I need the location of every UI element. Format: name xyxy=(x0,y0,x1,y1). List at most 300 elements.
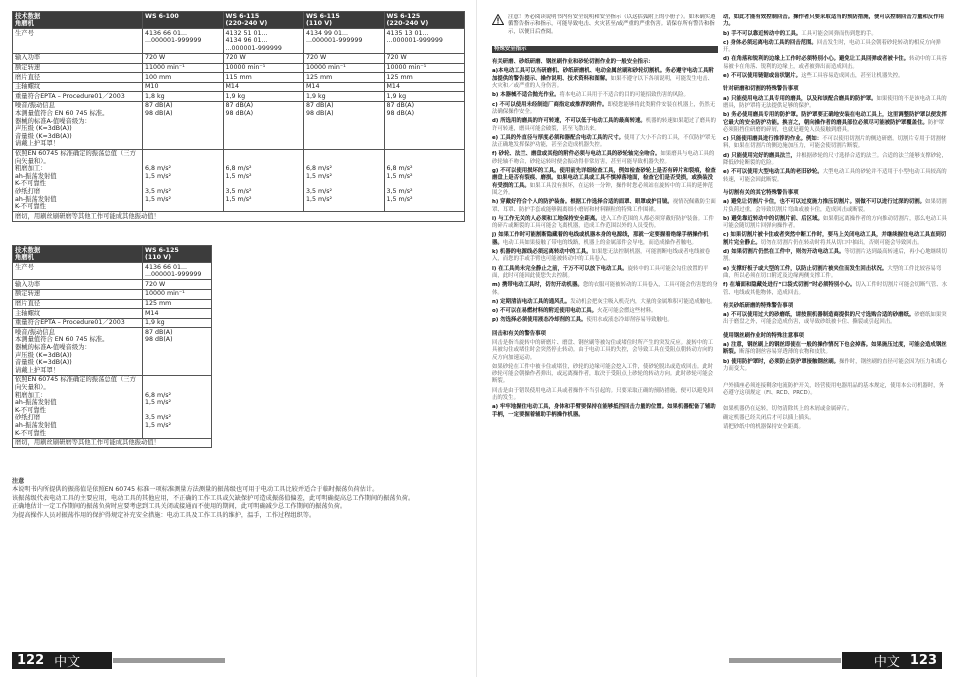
spec-header-cell xyxy=(143,246,212,263)
note-line: 正确地估计一定工作期间的振荡负荷时应要考虑到工具关闭或接通而不使用的期间，此可明确减少总工作期间的振荡负荷。 xyxy=(12,503,347,511)
safety-item xyxy=(723,40,949,55)
note-line: 本说明书内所提供的振荡值是依照EN 60745 标准一项标准测量方法测量的振荡级也可用于电动工具比较并适合于临时振荡负荷估计。 xyxy=(12,486,379,494)
cell-line: 砂纸打磨 xyxy=(15,414,41,422)
cell-line: 声压级 (K=3dB(A)) xyxy=(15,125,72,133)
cell-line: 本测量值符合 EN 60 745 标准。 xyxy=(15,110,109,118)
page-number: 123 xyxy=(909,653,937,668)
safety-item xyxy=(723,232,949,247)
spec-label-cell xyxy=(13,63,143,73)
cell-line: K-不可靠性 xyxy=(15,180,46,188)
safety-item xyxy=(723,216,949,231)
safety-item-lead: n) 定期清洁电动工具的通风孔。 xyxy=(492,298,571,305)
safety-item-lead: l) 在工具尚未完全静止之前，千万不可以放下电动工具。 xyxy=(492,265,628,272)
safety-item-lead: d) 在角落和锐利的边缘上工作时必须特别小心。避免让工具回弹或者被卡住。 xyxy=(723,56,910,63)
safety-item-lead: e) 不可以使用大型电动工具的老旧砂轮。 xyxy=(723,169,823,176)
env-text-2: 如果机器仍在运转，切勿清除其上的木屑或金属碎片。 xyxy=(723,405,853,412)
spec-value-cell xyxy=(223,73,304,83)
cell-line: 1,5 m/s² xyxy=(145,172,172,180)
cell-line: 87 dB(A) xyxy=(145,328,173,336)
cell-line: 请戴上护耳罩！ xyxy=(15,140,60,148)
spec-value-cell xyxy=(304,101,385,149)
safety-item xyxy=(723,112,949,134)
cell-line: 磨切，用刷丝刷研磨等其他工作可能成其他振动值！ xyxy=(15,212,160,220)
spec-label-cell xyxy=(13,318,143,328)
spec-row xyxy=(13,289,212,299)
spec-row xyxy=(13,63,465,73)
spec-row xyxy=(13,438,212,448)
safety-item-text: 这些工具容易造成回击，甚至让机器失控。 xyxy=(801,73,904,80)
cell-line: 4134 99 01... xyxy=(306,29,349,37)
header-line: (220-240 V) xyxy=(225,20,268,28)
safety-item-lead: a) 只能使用电动工具专用的磨具，以及和该配合磨具的防护罩。 xyxy=(723,95,877,102)
cell-line: 器械的标准A-值噪音级为： xyxy=(15,344,91,352)
sand-heading: 有关砂纸研磨的特殊警告事项 xyxy=(723,302,794,309)
cell-line: 重量符合EPTA – Procedure01／2003 xyxy=(15,319,125,327)
cell-line: 主轴螺纹 xyxy=(15,309,41,317)
cell-line: 720 W xyxy=(145,280,166,288)
cell-line: 3,5 m/s² xyxy=(386,187,413,195)
cell-line: 主轴螺纹 xyxy=(15,83,41,91)
safety-item-lead: o) 不可以在易燃材料的附近使用电动工具。 xyxy=(492,308,598,315)
spec-row xyxy=(13,101,465,149)
page-footer-left xyxy=(12,652,112,669)
header-line: 技术数据 xyxy=(15,12,41,20)
safety-item xyxy=(492,266,718,281)
spec-header-row xyxy=(13,12,465,29)
safety-item-lead: p) 勿选择必须使用液态冷却剂的工具。 xyxy=(492,317,587,324)
cell-line: 6,8 m/s² xyxy=(145,391,172,399)
spec-header-cell xyxy=(13,246,143,263)
safety-item-lead: 动，如此才能有效控制回击。操作者只要采取适当的预防措施，便可以控制回击力量和反作用力。 xyxy=(723,14,945,28)
page-footer-right xyxy=(842,652,942,669)
cell-line: 10000 min⁻¹ xyxy=(386,64,427,72)
spec-label-cell xyxy=(13,263,143,280)
spec-value-cell xyxy=(143,63,224,73)
safety-item-lead: i) 与工作无关的人必须和工地保持安全距离。 xyxy=(492,215,601,222)
safety-item-lead: d) 只能使用完好的磨具法兰， xyxy=(723,152,796,159)
spec-label-cell xyxy=(13,375,143,438)
spec-header-cell xyxy=(384,12,465,29)
safety-item xyxy=(723,153,949,168)
safety-item xyxy=(723,266,949,281)
spec-value-cell xyxy=(143,29,224,54)
cell-line: ah-振荡发射值 xyxy=(15,421,57,429)
spec-value-cell xyxy=(143,53,224,63)
right-page xyxy=(477,0,954,677)
cut-heading: 针对研磨和切割的特殊警告事项 xyxy=(723,86,799,93)
safety-item-lead: f) 砂轮、法兰、磨盘或其他的附件必须与电动工具的砂轮轴完全吻合。 xyxy=(492,151,661,158)
header-line: (110 V) xyxy=(306,20,332,28)
cell-line: ...000001-999999 xyxy=(225,44,282,52)
spec-header-row xyxy=(13,246,212,263)
cell-line: 输入功率 xyxy=(15,54,41,62)
spec-value-cell xyxy=(143,328,212,376)
spec-value-cell xyxy=(304,73,385,83)
spec-value-cell xyxy=(304,82,385,92)
header-line: (110 V) xyxy=(145,254,171,262)
safety-item-text: 防护罩必须阻挡住研磨的碎屑，也就是避免人员接触到磨具。 xyxy=(723,119,945,133)
env-text-3: 确定机器已经关闭后才可以插上插头。 xyxy=(723,415,815,422)
cut2-items xyxy=(723,199,949,297)
spec-value-cell xyxy=(223,101,304,149)
spec-value-cell xyxy=(223,53,304,63)
safety-item-lead: b) 手不可以靠近转动中的工具。 xyxy=(723,30,802,37)
safety-item-text: 如果使用的不是该电动工具的磨具，防护罩将无法提供足够的保护。 xyxy=(723,95,947,109)
spec-label-cell xyxy=(13,149,143,212)
safety-item xyxy=(723,31,949,38)
safety-item xyxy=(723,249,949,264)
cell-line: 98 dB(A) xyxy=(145,110,173,118)
safety-item xyxy=(723,73,949,80)
safety-item xyxy=(723,359,949,374)
spec-value-cell xyxy=(223,29,304,54)
cell-line: 砂纸打磨 xyxy=(15,187,41,195)
cell-line: 1,8 kg xyxy=(145,92,165,100)
footer-rule xyxy=(729,658,841,663)
safety-item-text: 回击发生时，电动工具会朝着砂轮转动的相反方向弹开。 xyxy=(723,39,941,54)
spec-row xyxy=(13,328,212,376)
spec-row xyxy=(13,29,465,54)
cell-line: 音量级 (K=3dB(A)) xyxy=(15,132,72,140)
cell-line: 98 dB(A) xyxy=(225,110,254,118)
spec-table-2 xyxy=(12,245,212,448)
safety-item xyxy=(492,118,718,133)
spec-value-cell xyxy=(304,92,385,102)
safety-item xyxy=(492,282,718,297)
brush-items xyxy=(723,342,949,373)
cell-line: 粗磨加工： xyxy=(15,391,47,399)
safety-item xyxy=(492,151,718,166)
safety-item-lead: g) 不可以使用损坏的工具。使用前先详细检查工具，例如检查砂轮上是否有碎片和裂痕，检查磨盘上是否有裂痕、磨损。如果电动工具或工具不慎掉落地面，检查它们是否受损，或换装没有受损的工具。 xyxy=(492,168,716,189)
safety-item-lead: c) 如果切割片被卡住或者突然中断工作时，要马上关闭电动工具，并继续握住电动工具直到切割片完全静止。 xyxy=(723,232,947,246)
cell-line: 额定转速 xyxy=(15,290,41,298)
cell-line: ...000001-999999 xyxy=(306,37,363,45)
cell-line: 98 dB(A) xyxy=(145,336,173,344)
header-line: WS 6-125 xyxy=(386,12,421,20)
safety-item-text: 将本电动工具用于不适合的目的可能招致伤害的风险。 xyxy=(559,92,689,99)
cell-line: 1,5 m/s² xyxy=(306,195,333,203)
safety-item xyxy=(492,317,718,324)
spec-value-cell xyxy=(304,53,385,63)
cell-line: 87 dB(A) xyxy=(225,102,254,110)
cell-line: 1,5 m/s² xyxy=(225,172,252,180)
cell-line: 1,5 m/s² xyxy=(386,172,413,180)
cell-line: 98 dB(A) xyxy=(306,110,334,118)
vibration-note xyxy=(12,478,467,520)
cell-line: 重量符合EPTA – Procedure01／2003 xyxy=(15,92,125,100)
safety-item xyxy=(723,14,949,29)
spec-value-cell xyxy=(143,375,212,438)
cell-line: 3,5 m/s² xyxy=(306,187,333,195)
safety-item-text: 使用水或液态冷却剂容易导致触电。 xyxy=(586,317,673,324)
safety-item xyxy=(492,299,718,306)
spec-value-cell xyxy=(384,63,465,73)
safety-item xyxy=(492,102,718,117)
safety-item-text: 火花可能会燃这些材料。 xyxy=(597,308,657,315)
safety-item xyxy=(492,249,718,264)
safety-item xyxy=(492,68,718,90)
spec-value-cell xyxy=(143,309,212,319)
safety-item-lead: b) 避免靠近转动中的切割片前、后区域。 xyxy=(723,215,823,222)
cell-line: 100 mm xyxy=(145,73,172,81)
cell-line: ...000001-999999 xyxy=(386,37,443,45)
cell-line: 磨片直径 xyxy=(15,73,41,81)
intro-heading: 有关研磨、砂纸研磨、钢丝刷作业和砂轮切割作业的一般安全指示： xyxy=(492,59,654,66)
header-line: 角磨机 xyxy=(15,254,34,262)
safety-item-lead: h) 穿戴好符合个人的防护装备。根据工作选择合适的面罩、眼罩或护目镜。 xyxy=(492,199,673,206)
spec-row xyxy=(13,212,465,222)
spec-value-cell xyxy=(384,73,465,83)
safety-item-text: 如果磨具与电动工具的砂轮轴不吻合，砂轮运转时便会振动得非常厉害，甚至可能导致机器失控。 xyxy=(492,151,715,165)
spec-value-cell xyxy=(384,92,465,102)
cell-line: 6,8 m/s² xyxy=(225,165,252,173)
safety-item-text: 电动工具如果接触了带电的线路，机器上的金属部件会导电，而造成操作者触电。 xyxy=(502,239,697,246)
sand-items xyxy=(723,312,949,327)
safety-item xyxy=(492,199,718,214)
cell-line: 6,8 m/s² xyxy=(306,165,333,173)
spec-value-cell xyxy=(223,149,304,212)
safety-item-text: 机器的转速如果超过了磨具的许可转速，磨具可能会破裂，甚至飞散出来。 xyxy=(492,118,716,132)
safety-item-text: 并根据砂轮的尺寸选择合适的法兰。合适的法兰能够支撑砂轮，降低砂轮断裂的危险。 xyxy=(723,152,947,167)
cell-line: 720 W xyxy=(306,54,327,62)
cell-line: 1,5 m/s² xyxy=(225,195,252,203)
page-language: 中文 xyxy=(873,655,900,670)
cell-line: 87 dB(A) xyxy=(306,102,334,110)
cell-line: 6,8 m/s² xyxy=(145,165,172,173)
spec-label-cell xyxy=(13,289,143,299)
spec-value-cell xyxy=(223,82,304,92)
spec-row xyxy=(13,375,212,438)
spec-label-cell xyxy=(13,328,143,376)
safety-item-text: 大型的工件比较容易弯曲，所以必须在切口附近及边缘两侧支撑工件。 xyxy=(723,265,942,279)
cell-line: 额定转速 xyxy=(15,64,41,72)
safety-item-lead: e) 不可以使用链锯或齿状锯片。 xyxy=(723,73,802,80)
safety-item-lead: a) 不可以使用过大的砂磨纸，请按照机器制造商提供的尺寸选购合适的砂磨纸。 xyxy=(723,312,915,319)
cell-line: M14 xyxy=(306,83,320,91)
safety-item-lead: c) 身体必须远离电动工具的回击范围。 xyxy=(723,39,817,46)
header-line: WS 6-115 xyxy=(306,12,340,20)
cell-line: 器械的标准A-值噪音级为： xyxy=(15,117,91,125)
note-line: 该振荡级代表电动工具的主要应用，电动工具的其他应用，不正确的工作工具或欠缺保护可造成振荡值偏差，此可明确提高总工作期间的振荡负荷。 xyxy=(12,494,415,502)
cell-line: 声压级 (K=3dB(A)) xyxy=(15,351,72,359)
safety-item-text: 如果工具没有损坏，在运转一分钟，操作时您必须站在旋转中的工具的延伸范围之外。 xyxy=(492,182,714,196)
spec-row xyxy=(13,92,465,102)
spec-row xyxy=(13,299,212,309)
spec-value-cell xyxy=(304,63,385,73)
note-line: 为提高操作人员对振荡作用的保护得规定补充安全措施：电动工具及工作工具的维护，温手，工作过程组织等。 xyxy=(12,511,316,519)
safety-item-text: 如果切割片负荷过重，会导致切割片弯曲或被卡住，造成回击或断裂。 xyxy=(723,199,947,213)
spec-row xyxy=(13,318,212,328)
spec-value-cell xyxy=(143,280,212,290)
safety-item-lead: k) 机器的电源线必须远离转动中的工具。 xyxy=(492,249,592,256)
safety-item xyxy=(723,136,949,151)
spec-value-cell xyxy=(384,149,465,212)
page-language: 中文 xyxy=(54,655,81,670)
cell-line: 87 dB(A) xyxy=(386,102,415,110)
cell-line: M14 xyxy=(225,83,239,91)
spec-label-cell xyxy=(13,438,212,448)
safety-item xyxy=(492,92,718,99)
safety-item-text: 如果您无法控制机器，可能割断电线或者电线被卷入，而您的手或手臂也可能被转动中的工具卷入。 xyxy=(492,249,711,263)
safety-item xyxy=(492,168,718,197)
brush-heading: 使用钢丝刷作业时的特殊注意事项 xyxy=(723,332,804,339)
cell-line: 1,5 m/s² xyxy=(145,195,172,203)
cell-line: M14 xyxy=(145,309,159,317)
safety-item-text: 使用了大小不合的工具，不仅防护罩无法正确地发挥保护功能，甚至会造成机器失控。 xyxy=(492,134,716,149)
spec-value-cell xyxy=(143,101,224,149)
spec-value-cell xyxy=(143,149,224,212)
cell-line: M14 xyxy=(386,83,400,91)
spec-value-cell xyxy=(304,29,385,54)
cell-line: 720 W xyxy=(145,54,166,62)
spec-value-cell xyxy=(223,63,304,73)
cell-line: 4136 66 01... xyxy=(145,29,188,37)
safety-item-text: 大型电动工具的砂轮并不适用于小型电动工具较高的转速，可能会因此断裂。 xyxy=(723,169,947,183)
safety-item-text: 您的衣服可能被转动的工具卷入，工具可能会伤害您的身体。 xyxy=(492,282,718,296)
spec-row xyxy=(13,73,465,83)
safety-column-1 xyxy=(492,14,718,646)
cell-line: ...000001-999999 xyxy=(145,37,202,45)
header-line: 角磨机 xyxy=(15,20,34,28)
cell-line: 1,9 kg xyxy=(306,92,326,100)
safety-item xyxy=(723,96,949,111)
warning-text: 注意！务必阅读说明书内有安全说明和安全指示（以这括弧附上的小册子）。如未确实遵循警告指示和指示，可能导致电击、火灾甚至/或严重的严重伤害。请保存所有警告和指示，以便日后查阅。 xyxy=(508,14,716,35)
spec-header-cell xyxy=(223,12,304,29)
cell-line: 3,5 m/s² xyxy=(145,414,172,422)
safety-item-lead: d) 如果切割片仍然在工件中，则勿开动电动工具。 xyxy=(723,249,845,256)
cell-line: 98 dB(A) xyxy=(386,110,415,118)
warning-icon xyxy=(492,14,504,25)
safety-item-lead: a)本电动工具可以当研磨机、砂纸研磨机、电动金属丝刷和砂轮切割机。务必遵守电动工具附加提供的警告提示、操作说明、技术资料和图解。 xyxy=(492,68,714,82)
spec-value-cell xyxy=(384,53,465,63)
header-line: WS 6-100 xyxy=(145,12,179,20)
cell-line: 生产号 xyxy=(15,29,34,37)
spec-header-cell xyxy=(304,12,385,29)
note-title: 注意 xyxy=(12,478,25,485)
spec-value-cell xyxy=(304,149,385,212)
cell-line: 11000 min⁻¹ xyxy=(145,64,185,72)
safety-item xyxy=(723,342,949,357)
env-text: 户外插座必须连接剩余电流防护开关，经营使用电器用品的基本规定，使用本公司机器时，务必遵守这项规定（FI、RCD、PRCD）。 xyxy=(723,383,945,397)
spec-row xyxy=(13,82,465,92)
cell-line: 10000 min⁻¹ xyxy=(145,290,185,298)
safety-item-text: 等切割片达到最高转速后，再小心地继续切割。 xyxy=(723,249,947,263)
safety-item-lead: b) 使用防护罩时，必须防止防护罩接触钢丝刷。 xyxy=(723,358,840,365)
cell-line: 4135 13 01... xyxy=(386,29,429,37)
safety-item-lead: e) 支撑好板子或大型的工件，以防止切割片被夹住而发生回击状况。 xyxy=(723,265,888,272)
safety-item-lead: j) 如果工作时可能割断隐藏着的电线或机器本身的电源线，那就一定要握着绝缘手柄操作机器。 xyxy=(492,232,709,246)
spec-row xyxy=(13,53,465,63)
safety-item-text: 进入工作范围的人都必须穿戴好防护装备。工件的碎片或断裂的工具可能会飞离机器，造成工作范围以外的人员受伤。 xyxy=(492,215,714,230)
cell-line: 87 dB(A) xyxy=(145,102,173,110)
cell-line: 本测量值符合 EN 60 745 标准。 xyxy=(15,336,109,344)
safety-item-text: 砂磨纸如果突出于磨盘之外，可能会造成伤害，或导致砂纸被卡住、撕裂或引起回击。 xyxy=(723,312,947,326)
env-text-4: 请把砂纸中的机器保持安全距离。 xyxy=(723,424,804,431)
safety-item-text: 断落的钢丝容易穿透薄的衣物和皮肤。 xyxy=(739,349,831,356)
header-line: 技术数据 xyxy=(15,246,41,254)
safety-item-text: 转动中的工具容易被卡在角落、锐利的边缘上，或者被弹出而造成回击。 xyxy=(723,56,947,70)
safety-item-text: 如果不遵守以下各项说明，可能发生电击、火灾和／或严重的人身伤害。 xyxy=(492,75,714,90)
cell-line: 1,5 m/s² xyxy=(145,421,172,429)
safety-item-lead: m) 携带电动工具时，切勿开动机器。 xyxy=(492,282,583,289)
spec-label-cell xyxy=(13,309,143,319)
spec-value-cell xyxy=(384,82,465,92)
cell-line: 1,9 kg xyxy=(225,92,246,100)
header-line: (220-240 V) xyxy=(386,20,429,28)
spec-row xyxy=(13,149,465,212)
safety-item-lead: b) 本器械不适合抛光作业。 xyxy=(492,92,560,99)
kickback-heading: 回击和有关的警告事项 xyxy=(492,330,546,337)
spec-header-cell xyxy=(143,12,224,29)
safety-item xyxy=(723,169,949,184)
spec-value-cell xyxy=(143,289,212,299)
kickback-text-2: 如果砂轮在工件中被卡住或堵住，砂轮的边缘可能会挖入工件，使砂轮脱出或造成回击。此时砂轮可能会朝操作者弹出，或远离操作者，取决于受阻点上砂轮的转动方向。此时砂轮可能会断裂。 xyxy=(492,363,714,385)
safety-item-text: 切勿在切割片仍在转动时将其从切口中抽出，否则可能会导致回击。 xyxy=(760,239,923,246)
safety-item xyxy=(492,135,718,150)
cell-line: ...000001-999999 xyxy=(145,271,202,279)
cell-line: K-不可靠性 xyxy=(15,429,46,437)
safety-item-lead: c) 只能使用磨具进行推荐的作业。例如： xyxy=(723,136,823,143)
safety-item-lead: a) 避免让切割片卡住，也不可以过度施力推压切割片。别做不可以进行过深的切割。 xyxy=(723,199,926,206)
cell-line: 噪音/振动信息 xyxy=(15,328,55,336)
safety-item xyxy=(723,199,949,214)
cell-line: K-不可靠性 xyxy=(15,406,46,414)
spec-value-cell xyxy=(223,92,304,102)
warning-box xyxy=(492,14,718,36)
spec-row xyxy=(13,309,212,319)
safety-item-lead: a) 注意，钢丝刷上的钢丝即使在一般的操作情况下也会掉落。如果施压过度，可能会造成钢丝断裂。 xyxy=(723,341,947,356)
safety-item-text: 工具可能会回弹而伤到您的手。 xyxy=(801,30,877,37)
cell-line: 磨切，用刷丝刷研磨等其他工作可能成其他振动值！ xyxy=(15,439,160,447)
spec-value-cell xyxy=(143,82,224,92)
spec-label-cell xyxy=(13,73,143,83)
cell-line: 4136 66 01... xyxy=(145,263,188,271)
cell-line: 10000 min⁻¹ xyxy=(225,64,266,72)
cell-line: 1,5 m/s² xyxy=(306,172,333,180)
spec-row xyxy=(13,280,212,290)
spec-value-cell xyxy=(143,299,212,309)
cell-line: 音量级 (K=3dB(A)) xyxy=(15,359,72,367)
spec-value-cell xyxy=(143,73,224,83)
cell-line: 依照EN 60745 标准确定的振荡总值（三方向矢量和）。 xyxy=(15,376,136,391)
spec-label-cell xyxy=(13,82,143,92)
spec-value-cell xyxy=(384,29,465,54)
safety-item-text: 切入工件时切割片可能会切断气管、水管、电线或其他物体，造成回击。 xyxy=(723,282,948,296)
safety-item-text: 旋转中的工具可能会勾住放置的平面，此时可能因此使您失去控制。 xyxy=(492,265,709,279)
header-line: WS 6-115 xyxy=(225,12,260,20)
cell-line: 125 mm xyxy=(145,300,172,308)
safety-item-lead: c) 不可以使用未经制造厂商指定或推荐的附件。 xyxy=(492,101,608,108)
cell-line: 4134 96 01... xyxy=(225,37,268,45)
spec-row xyxy=(13,263,212,280)
cell-line: 4132 51 01... xyxy=(225,29,268,37)
safety-item-lead: b) 务必使用磨具专用的防护罩。防护罩要正确地安装在电动工具上，这里调整防护罩以便发挥它最大的安全防护功能。换言之，朝向操作者的磨具部位必须尽可能被防护罩覆盖住。 xyxy=(723,112,947,126)
cell-line: 1,5 m/s² xyxy=(386,195,413,203)
cell-line: M10 xyxy=(145,83,159,91)
safety-item-text: 视情况佩戴防尘面罩、耳罩、防护手套或能够隔离细小磨屑和材料颗粒的特殊工作围裙。 xyxy=(492,199,716,213)
spec-table-1 xyxy=(12,11,465,222)
spec-label-cell xyxy=(13,101,143,149)
safety-item-text: 不可以使用切割片的侧边研磨。切割片专用于切割材料，如果在切割片的侧边施加压力，可能会使切割片断裂。 xyxy=(723,136,947,150)
cut-items xyxy=(723,96,949,184)
cell-line: 磨片直径 xyxy=(15,300,41,308)
safety-item-text: 操作时，钢丝刷的直径可能会因为压力和离心力而变大。 xyxy=(723,358,947,372)
cell-line: 125 mm xyxy=(306,73,333,81)
cell-line: 噪音/振动信息 xyxy=(15,102,55,110)
cell-line: ah-振荡发射值 xyxy=(15,172,57,180)
spec-value-cell xyxy=(143,318,212,328)
spec-value-cell xyxy=(143,92,224,102)
